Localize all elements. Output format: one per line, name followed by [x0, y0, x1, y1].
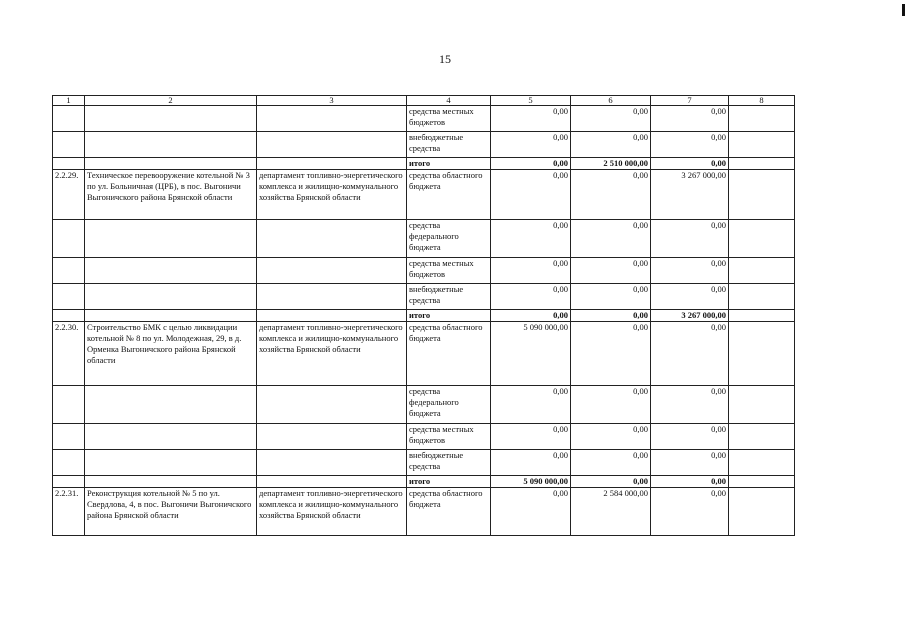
measure-name [85, 450, 257, 476]
row-number [53, 132, 85, 158]
measure-name [85, 158, 257, 170]
table-row [53, 424, 795, 450]
value-col-5: 0,00 [491, 132, 571, 158]
table-row [53, 476, 795, 488]
value-col-6: 2 584 000,00 [571, 488, 651, 536]
value-col-7: 0,00 [651, 132, 729, 158]
value-col-5: 0,00 [491, 450, 571, 476]
table-row [53, 106, 795, 132]
value-col-7: 3 267 000,00 [651, 170, 729, 220]
row-number [53, 424, 85, 450]
funding-source: средства федерального бюджета [407, 220, 491, 258]
value-col-7: 0,00 [651, 106, 729, 132]
responsible-executor: департамент топливно-энергетического комплекса и жилищно-коммунального хозяйства Брянской области [257, 322, 407, 386]
funding-source: внебюджетные средства [407, 132, 491, 158]
table-row [53, 450, 795, 476]
row-number [53, 106, 85, 132]
col-header-5: 5 [491, 96, 571, 106]
value-col-6: 0,00 [571, 476, 651, 488]
table-row [53, 220, 795, 258]
funding-source: средства местных бюджетов [407, 424, 491, 450]
value-col-6: 0,00 [571, 258, 651, 284]
responsible-executor [257, 386, 407, 424]
responsible-executor [257, 106, 407, 132]
row-number: 2.2.30. [53, 322, 85, 386]
responsible-executor: департамент топливно-энергетического комплекса и жилищно-коммунального хозяйства Брянской области [257, 170, 407, 220]
row-number [53, 258, 85, 284]
funding-source: средства местных бюджетов [407, 106, 491, 132]
table-row [53, 258, 795, 284]
value-col-8 [729, 476, 795, 488]
table-row [53, 310, 795, 322]
value-col-6: 2 510 000,00 [571, 158, 651, 170]
value-col-5: 5 090 000,00 [491, 322, 571, 386]
value-col-7: 0,00 [651, 450, 729, 476]
value-col-5: 0,00 [491, 106, 571, 132]
value-col-8 [729, 158, 795, 170]
measure-name: Реконструкция котельной № 5 по ул. Свердлова, 4, в пос. Выгоничи Выгоничского района Брянской области [85, 488, 257, 536]
table-row [53, 132, 795, 158]
value-col-8 [729, 450, 795, 476]
responsible-executor [257, 476, 407, 488]
funding-source: средства областного бюджета [407, 170, 491, 220]
value-col-5: 0,00 [491, 488, 571, 536]
value-col-5: 0,00 [491, 170, 571, 220]
responsible-executor [257, 284, 407, 310]
measure-name [85, 386, 257, 424]
value-col-8 [729, 284, 795, 310]
value-col-5: 5 090 000,00 [491, 476, 571, 488]
value-col-8 [729, 310, 795, 322]
value-col-7: 0,00 [651, 476, 729, 488]
value-col-7: 0,00 [651, 424, 729, 450]
value-col-7: 0,00 [651, 488, 729, 536]
measure-name [85, 132, 257, 158]
col-header-7: 7 [651, 96, 729, 106]
measure-name [85, 220, 257, 258]
value-col-8 [729, 258, 795, 284]
row-number [53, 450, 85, 476]
measure-name [85, 258, 257, 284]
funding-source: итого [407, 158, 491, 170]
value-col-7: 3 267 000,00 [651, 310, 729, 322]
table-row [53, 170, 795, 220]
value-col-6: 0,00 [571, 170, 651, 220]
responsible-executor [257, 258, 407, 284]
value-col-6: 0,00 [571, 424, 651, 450]
value-col-8 [729, 488, 795, 536]
funding-source: средства местных бюджетов [407, 258, 491, 284]
value-col-5: 0,00 [491, 158, 571, 170]
row-number [53, 476, 85, 488]
funding-source: внебюджетные средства [407, 450, 491, 476]
measure-name [85, 476, 257, 488]
table-row [53, 284, 795, 310]
col-header-4: 4 [407, 96, 491, 106]
value-col-7: 0,00 [651, 258, 729, 284]
value-col-6: 0,00 [571, 132, 651, 158]
value-col-5: 0,00 [491, 220, 571, 258]
col-header-3: 3 [257, 96, 407, 106]
row-number: 2.2.29. [53, 170, 85, 220]
value-col-7: 0,00 [651, 284, 729, 310]
funding-source: внебюджетные средства [407, 284, 491, 310]
row-number [53, 220, 85, 258]
measure-name [85, 106, 257, 132]
value-col-7: 0,00 [651, 322, 729, 386]
value-col-7: 0,00 [651, 220, 729, 258]
measure-name [85, 284, 257, 310]
measure-name: Строительство БМК с целью ликвидации котельной № 8 по ул. Молодежная, 29, в д. Орменка Выгоничского района Брянской области [85, 322, 257, 386]
value-col-6: 0,00 [571, 310, 651, 322]
value-col-7: 0,00 [651, 386, 729, 424]
budget-table [52, 95, 795, 536]
col-header-2: 2 [85, 96, 257, 106]
value-col-5: 0,00 [491, 310, 571, 322]
page-number: 15 [439, 52, 451, 66]
responsible-executor [257, 424, 407, 450]
responsible-executor: департамент топливно-энергетического комплекса и жилищно-коммунального хозяйства Брянской области [257, 488, 407, 536]
responsible-executor [257, 220, 407, 258]
value-col-6: 0,00 [571, 106, 651, 132]
value-col-8 [729, 322, 795, 386]
responsible-executor [257, 158, 407, 170]
row-number [53, 310, 85, 322]
funding-source: средства областного бюджета [407, 488, 491, 536]
value-col-5: 0,00 [491, 284, 571, 310]
measure-name: Техническое перевооружение котельной № 3 по ул. Больничная (ЦРБ), в пос. Выгоничи Выгоничского района Брянской области [85, 170, 257, 220]
funding-source: итого [407, 476, 491, 488]
row-number [53, 284, 85, 310]
value-col-8 [729, 132, 795, 158]
row-number [53, 158, 85, 170]
value-col-8 [729, 220, 795, 258]
value-col-5: 0,00 [491, 386, 571, 424]
table-row [53, 386, 795, 424]
table-row [53, 488, 795, 536]
responsible-executor [257, 310, 407, 322]
value-col-8 [729, 424, 795, 450]
value-col-5: 0,00 [491, 424, 571, 450]
measure-name [85, 310, 257, 322]
row-number [53, 386, 85, 424]
value-col-5: 0,00 [491, 258, 571, 284]
responsible-executor [257, 450, 407, 476]
col-header-6: 6 [571, 96, 651, 106]
col-header-1: 1 [53, 96, 85, 106]
value-col-8 [729, 106, 795, 132]
row-number: 2.2.31. [53, 488, 85, 536]
value-col-7: 0,00 [651, 158, 729, 170]
value-col-8 [729, 170, 795, 220]
col-header-8: 8 [729, 96, 795, 106]
value-col-6: 0,00 [571, 322, 651, 386]
value-col-6: 0,00 [571, 284, 651, 310]
responsible-executor [257, 132, 407, 158]
value-col-6: 0,00 [571, 450, 651, 476]
table-row [53, 322, 795, 386]
measure-name [85, 424, 257, 450]
value-col-6: 0,00 [571, 386, 651, 424]
header-row [53, 96, 795, 106]
value-col-6: 0,00 [571, 220, 651, 258]
table-row [53, 158, 795, 170]
funding-source: средства федерального бюджета [407, 386, 491, 424]
value-col-8 [729, 386, 795, 424]
funding-source: итого [407, 310, 491, 322]
funding-source: средства областного бюджета [407, 322, 491, 386]
